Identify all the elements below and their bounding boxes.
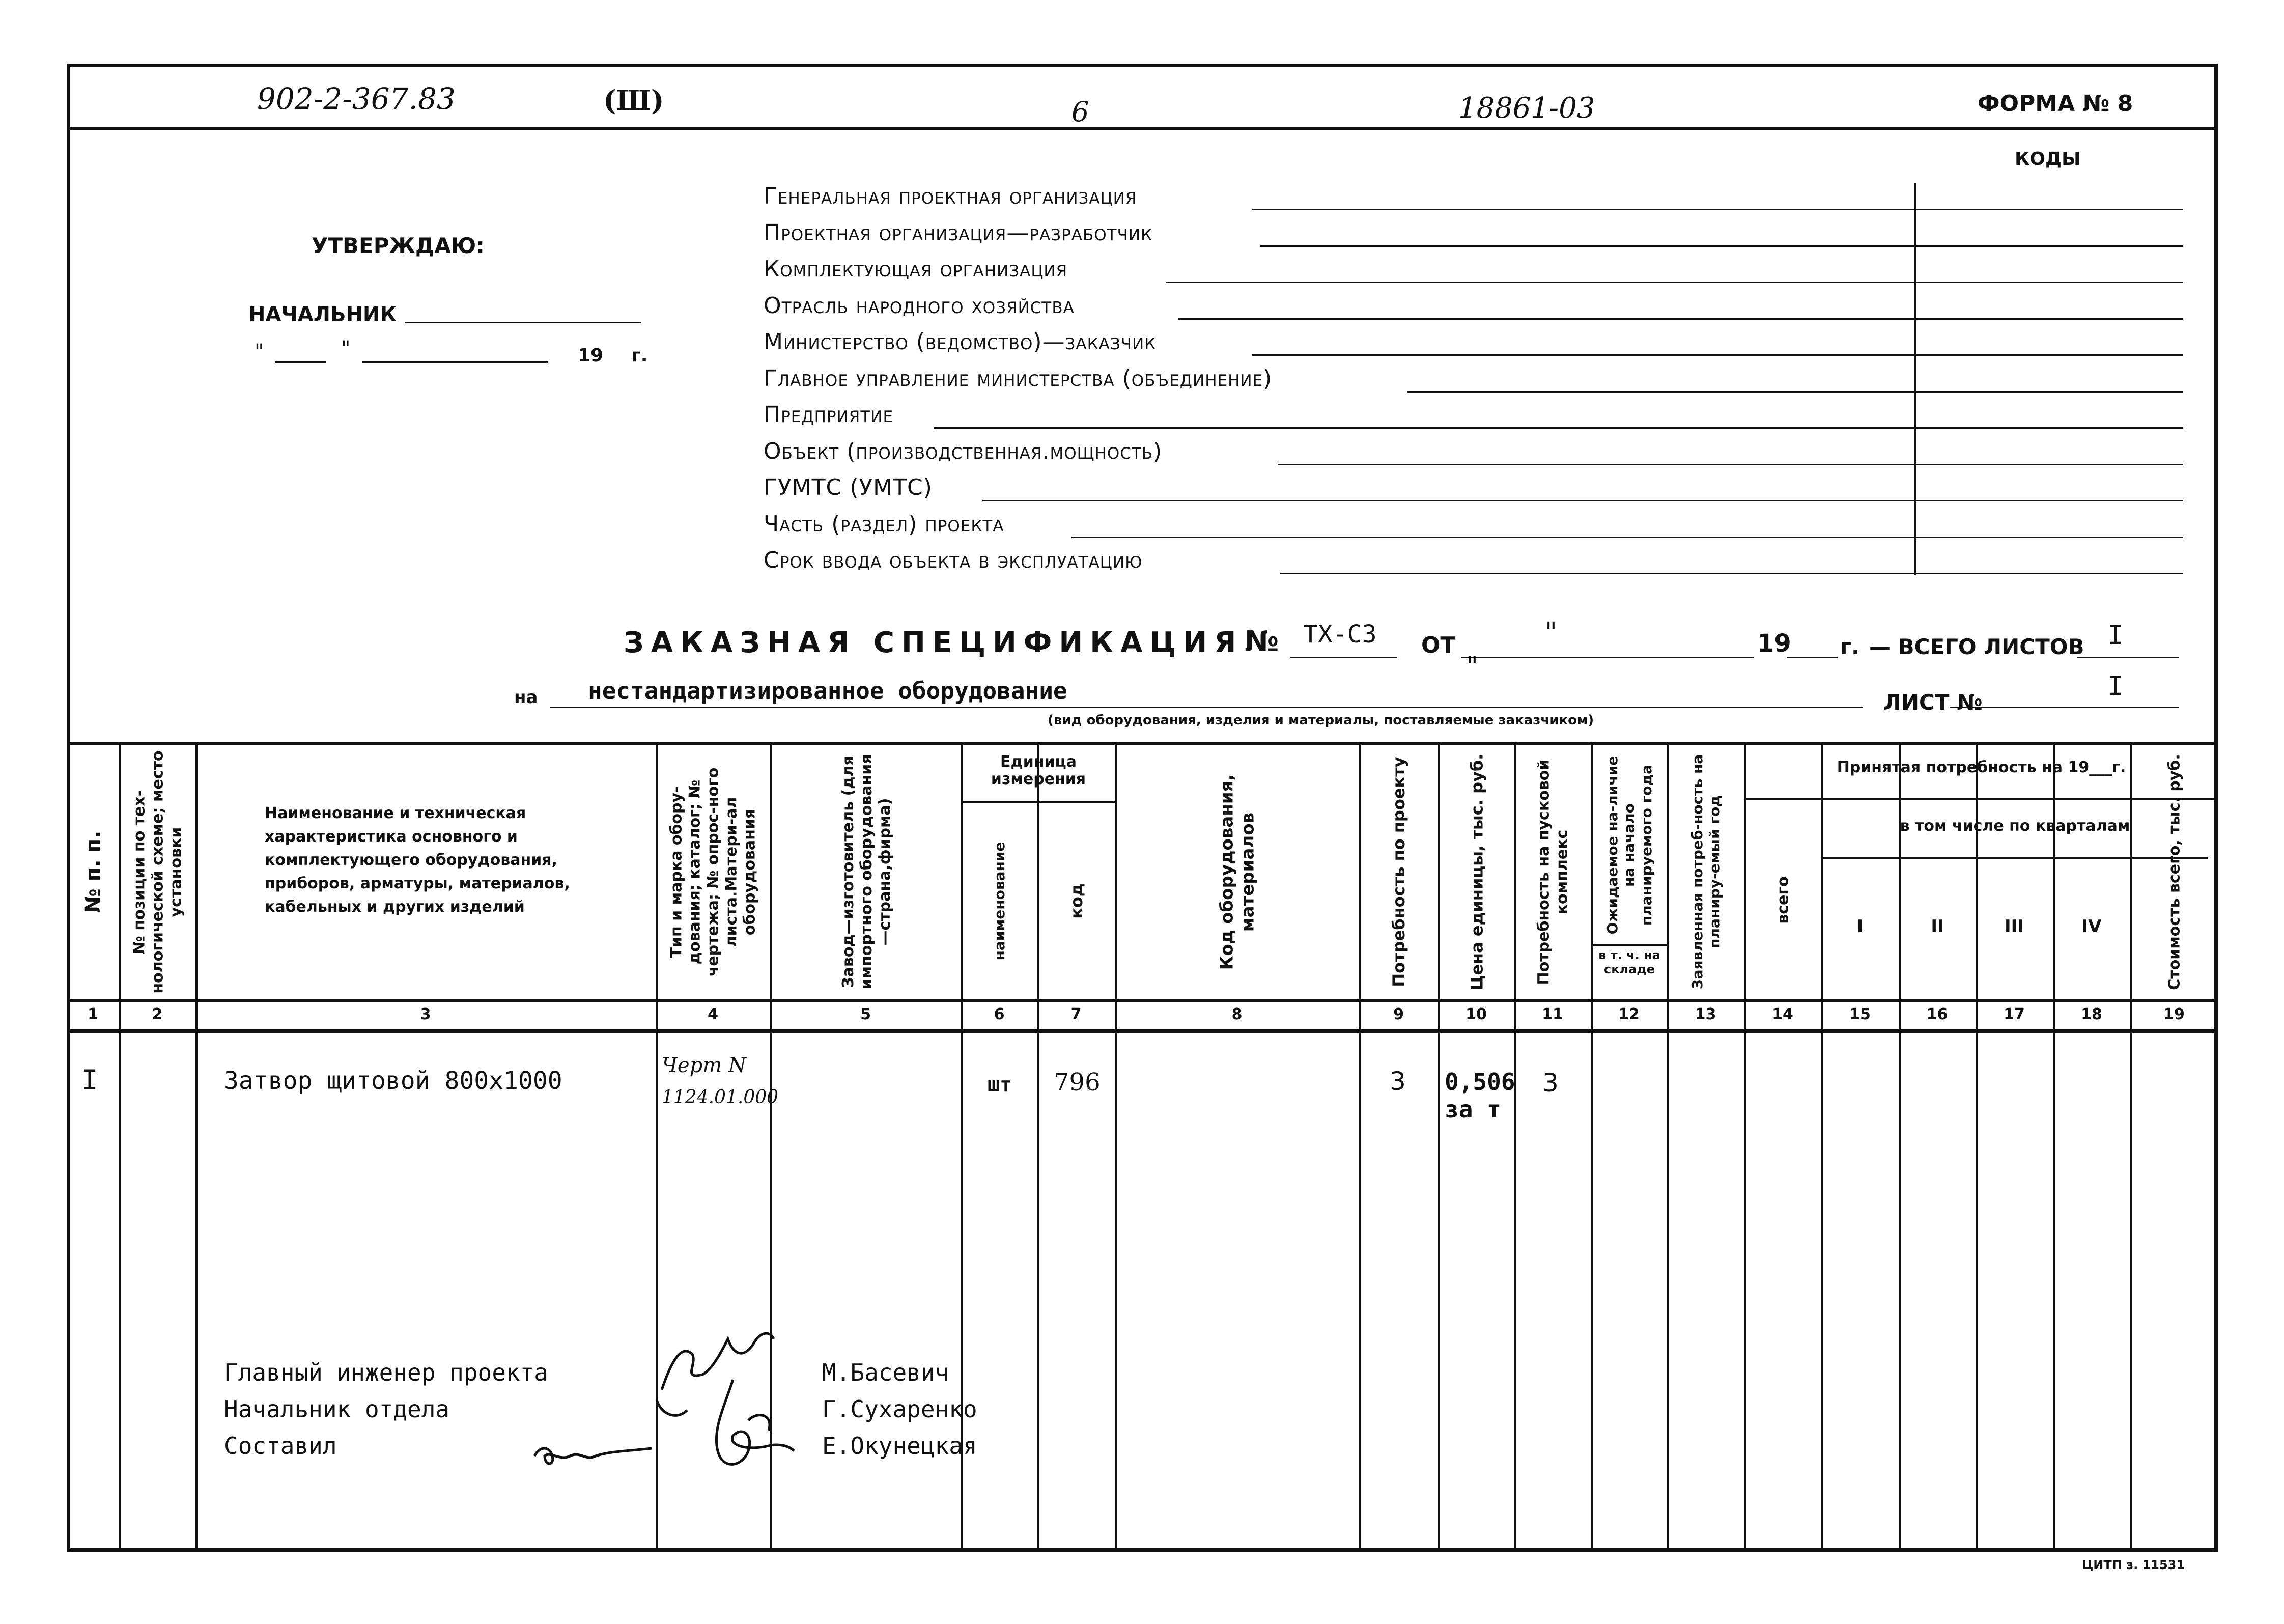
org-field-input[interactable]: [1252, 209, 1914, 210]
column-number: 11: [1542, 1005, 1563, 1023]
header-manufacturer: Завод—изготовитель (для импортного оборудования —страна,фирма): [839, 754, 894, 990]
name-compiled-by: Е.Окунецкая: [822, 1432, 977, 1460]
column-number: 17: [2004, 1005, 2025, 1023]
header-position: № позиции по тех-нологической схеме; место установки: [130, 750, 185, 994]
total-sheets-label: — ВСЕГО ЛИСТОВ: [1869, 634, 2084, 659]
spec-no-field[interactable]: [1290, 657, 1397, 658]
table-column-divider: [1976, 742, 1978, 1548]
codes-column-divider: [1914, 183, 1916, 575]
org-field-input[interactable]: [1278, 464, 1914, 465]
album-number: (Ш): [603, 84, 664, 117]
spec-year-prefix: 19: [1757, 629, 1791, 658]
header-unit-price: Цена единицы, тыс. руб.: [1467, 753, 1486, 990]
table-column-divider: [1899, 742, 1901, 1548]
header-unit-code: код: [1066, 883, 1086, 919]
header-expected-stock: Ожидаемое на-личие на начало планируемого года: [1603, 755, 1655, 935]
org-field-input[interactable]: [1407, 391, 1914, 393]
org-field-input[interactable]: [934, 427, 1914, 429]
spec-year-suffix: г.: [1840, 634, 1859, 659]
org-field-code[interactable]: [1916, 282, 2183, 283]
table-column-divider: [195, 742, 198, 1548]
column-number: 8: [1231, 1005, 1243, 1023]
org-field-code[interactable]: [1916, 318, 2183, 320]
column-number: 9: [1393, 1005, 1404, 1023]
header-name: Наименование и техническая характеристика основного и комплектующего оборудования, приборов, арматуры, материалов, кабельных и других изделий: [265, 804, 570, 916]
table-column-divider: [1438, 742, 1440, 1548]
header-unit-group: Единица измерения: [991, 753, 1086, 788]
header-need-launch: Потребность на пусковой комплекс: [1535, 759, 1571, 985]
org-field-code[interactable]: [1916, 537, 2183, 538]
name-head-of-department: Г.Сухаренко: [822, 1395, 977, 1423]
page-number: 6: [1071, 96, 1089, 128]
form-number: ФОРМА № 8: [1978, 91, 2133, 117]
table-column-divider: [1115, 742, 1117, 1548]
row-unit-name: шт: [988, 1073, 1012, 1097]
org-field-input[interactable]: [1178, 318, 1914, 320]
org-field-input[interactable]: [1252, 354, 1914, 356]
role-compiled-by: Составил: [224, 1432, 337, 1460]
header-type-mark: Тип и марка обору-дования; каталог; № чертежа; № опрос-ного листа.Матери-ал оборудования: [667, 767, 758, 976]
stock-sub-line: [1591, 944, 1667, 946]
doc-number: 902-2-367.83: [257, 81, 456, 116]
org-field-label: Предприятие: [764, 402, 894, 428]
org-field-label: Проектная организация—разработчик: [764, 219, 1153, 246]
spec-date-field[interactable]: [1461, 657, 1754, 658]
column-number: 15: [1849, 1005, 1871, 1023]
header-quarter: II: [1931, 916, 1944, 937]
signature-roles: [224, 1354, 548, 1464]
column-number: 12: [1618, 1005, 1640, 1023]
org-field-input[interactable]: [1280, 573, 1914, 574]
chief-signature-field[interactable]: [405, 322, 641, 323]
spec-date-quote-open: ": [1545, 617, 1557, 648]
org-field-input[interactable]: [982, 500, 1914, 501]
name-chief-engineer: М.Басевич: [822, 1359, 949, 1386]
date-quote-close: ": [341, 337, 351, 360]
row-price-unit: за т: [1445, 1096, 1501, 1123]
sheet-no-field[interactable]: [1950, 707, 2179, 708]
total-sheets-field[interactable]: [2077, 657, 2179, 658]
unit-group-line: [961, 801, 1115, 803]
org-field-code[interactable]: [1916, 245, 2183, 247]
org-field-label: Генеральная проектная организация: [764, 183, 1137, 209]
spec-from-label: ОТ: [1421, 632, 1456, 658]
org-field-code[interactable]: [1916, 500, 2183, 501]
header-accepted-total: всего: [1774, 876, 1792, 924]
column-number: 16: [1926, 1005, 1948, 1023]
date-month-field[interactable]: [362, 361, 548, 363]
column-number: 5: [860, 1005, 871, 1023]
table-column-divider: [1821, 742, 1823, 1548]
org-field-label: Отрасль народного хозяйства: [764, 292, 1075, 319]
org-field-code[interactable]: [1916, 464, 2183, 465]
column-number: 6: [994, 1005, 1005, 1023]
table-column-divider: [2053, 742, 2055, 1548]
role-chief-engineer: Главный инженер проекта: [224, 1359, 548, 1386]
header-row-number: № п. п.: [81, 830, 105, 913]
org-field-code[interactable]: [1916, 391, 2183, 393]
column-number: 3: [420, 1005, 431, 1023]
column-number: 13: [1695, 1005, 1716, 1023]
table-top-line: [67, 742, 2218, 745]
table-column-divider: [1514, 742, 1516, 1548]
table-column-divider: [1744, 742, 1746, 1548]
date-quote-open: ": [255, 340, 264, 363]
top-strip-divider: [67, 127, 2218, 130]
date-day-field[interactable]: [275, 361, 326, 363]
role-head-of-department: Начальник отдела: [224, 1395, 450, 1423]
column-number: 14: [1772, 1005, 1793, 1023]
org-field-label: Министерство (ведомство)—заказчик: [764, 329, 1157, 355]
org-field-input[interactable]: [1166, 282, 1914, 283]
codes-label: КОДЫ: [2015, 149, 2081, 170]
date-year-prefix: 19: [578, 345, 604, 366]
spec-date-quote-close: ": [1466, 652, 1478, 682]
spec-no-value: ТХ-СЗ: [1303, 620, 1377, 649]
printer-stamp: ЦИТП з. 11531: [2082, 1558, 2185, 1572]
subject-value: нестандартизированное оборудование: [588, 677, 1067, 705]
spec-title: ЗАКАЗНАЯ СПЕЦИФИКАЦИЯ: [624, 626, 1244, 659]
header-quarter: I: [1856, 916, 1864, 937]
total-sheets-value: I: [2107, 620, 2124, 651]
table-numbers-line: [67, 1029, 2218, 1033]
column-number: 1: [88, 1005, 98, 1023]
row-need-launch: 3: [1542, 1068, 1559, 1098]
header-equipment-code: Код оборудования, материалов: [1217, 774, 1258, 970]
row-number: I: [81, 1064, 98, 1096]
header-quarter: IV: [2081, 916, 2102, 937]
column-number: 7: [1070, 1005, 1082, 1023]
org-field-label: ГУМТС (УМТС): [764, 474, 933, 500]
org-field-code[interactable]: [1916, 209, 2183, 210]
header-accepted-group: Принятая потребность на 19___г.: [1837, 759, 2126, 776]
row-unit-code: 796: [1054, 1068, 1101, 1097]
header-in-stock: в т. ч. на складе: [1598, 948, 1660, 976]
org-field-label: Главное управление министерства (объединение): [764, 365, 1273, 391]
org-field-input[interactable]: [1071, 537, 1914, 538]
org-field-code[interactable]: [1916, 573, 2183, 574]
header-unit-name: наименование: [991, 842, 1008, 961]
column-number: 18: [2081, 1005, 2102, 1023]
org-field-code[interactable]: [1916, 427, 2183, 429]
row-drawing-number: 1124.01.000: [662, 1087, 779, 1108]
sheet-no-label: ЛИСТ №: [1883, 690, 1983, 715]
org-field-label: Объект (производственная.мощность): [764, 438, 1163, 464]
approve-label: УТВЕРЖДАЮ:: [312, 233, 485, 258]
row-price: 0,506: [1445, 1068, 1515, 1096]
header-total-cost: Стоимость всего, тыс. руб.: [2165, 753, 2183, 990]
column-number: 2: [152, 1005, 163, 1023]
column-number: 4: [708, 1005, 718, 1023]
org-field-code[interactable]: [1916, 354, 2183, 356]
header-declared-need: Заявленная потреб-ность на планиру-емый год: [1688, 754, 1723, 990]
org-field-label: Комплектующая организация: [764, 256, 1068, 282]
row-item-name: Затвор щитовой 800х1000: [224, 1067, 562, 1095]
header-quarter: III: [2005, 916, 2024, 937]
table-column-divider: [119, 742, 121, 1548]
spec-no-label: №: [1245, 625, 1279, 658]
spec-year-field[interactable]: [1787, 657, 1838, 658]
org-field-input[interactable]: [1260, 245, 1914, 247]
subject-note: (вид оборудования, изделия и материалы, поставляемые заказчиком): [1048, 713, 1594, 728]
header-quarters-group: в том числе по кварталам: [1900, 817, 2130, 835]
org-field-label: Часть (раздел) проекта: [764, 511, 1004, 537]
header-need-project: Потребность по проекту: [1389, 757, 1409, 987]
date-year-suffix: г.: [631, 345, 648, 366]
table-header-line: [67, 999, 2218, 1002]
handwritten-signatures: [529, 1298, 860, 1517]
column-number: 19: [2163, 1005, 2185, 1023]
table-column-divider: [2130, 742, 2132, 1548]
chief-label: НАЧАЛЬНИК: [248, 303, 397, 326]
row-need-project: 3: [1390, 1067, 1406, 1096]
on-label: на: [514, 687, 538, 708]
compiler-signature: [529, 1425, 662, 1481]
row-drawing-label: Черт N: [662, 1054, 746, 1077]
sheet-no-value: I: [2107, 671, 2124, 702]
column-number: 10: [1465, 1005, 1487, 1023]
org-field-label: Срок ввода объекта в эксплуатацию: [764, 547, 1143, 573]
ref-code: 18861-03: [1458, 92, 1595, 125]
subject-field[interactable]: [550, 707, 1863, 708]
